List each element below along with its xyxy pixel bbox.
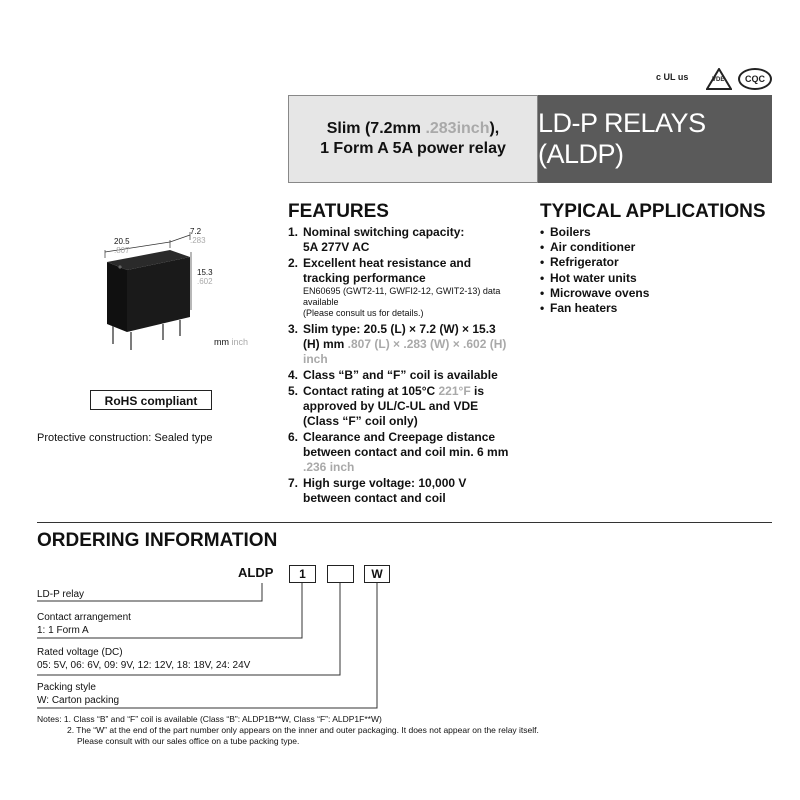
- dim-height-label: 15.3 .602: [197, 268, 213, 286]
- vde-mark-icon: VDE: [706, 68, 732, 92]
- dim-width-label: 7.2 .283: [190, 227, 206, 245]
- feature-item: 5. Contact rating at 105°C 221°F is approved by UL/C-UL and VDE (Class “F” coil only): [288, 384, 484, 428]
- feature-item: 2. Excellent heat resistance and tracking performance EN60695 (GWT2-11, GWFI2-12, GWIT2-13) data available (Please consult us for details.): [288, 256, 501, 318]
- unit-label: mm inch: [214, 337, 249, 347]
- part-prefix: ALDP: [238, 565, 274, 580]
- title-line-1: Slim (7.2mm .283inch),: [326, 120, 500, 137]
- application-item: • Microwave ovens: [540, 286, 649, 301]
- application-item: • Air conditioner: [540, 240, 649, 255]
- application-item: • Refrigerator: [540, 255, 649, 270]
- feature-item: 4. Class “B” and “F” coil is available: [288, 368, 498, 382]
- feature-item: 1. Nominal switching capacity: 5A 277V AC: [288, 225, 465, 254]
- features-heading: FEATURES: [288, 201, 389, 222]
- rohs-badge: RoHS compliant: [90, 390, 212, 410]
- ul-mark-icon: c UL us: [656, 72, 689, 82]
- dim-length-label: 20.5 .807: [114, 237, 130, 255]
- cqc-mark-icon: CQC: [738, 68, 772, 90]
- ordering-row: Contact arrangement 1: 1 Form A: [37, 612, 131, 636]
- feature-item: 3. Slim type: 20.5 (L) × 7.2 (W) × 15.3 (H) mm .807 (L) × .283 (W) × .602 (H) inch: [288, 322, 507, 366]
- part-box-contact: 1: [289, 565, 316, 583]
- title-line-2: 1 Form A 5A power relay: [320, 140, 506, 157]
- product-title: LD-P RELAYS (ALDP): [538, 95, 772, 183]
- application-item: • Fan heaters: [540, 301, 649, 316]
- ordering-row: LD-P relay: [37, 589, 85, 600]
- application-item: • Boilers: [540, 225, 649, 240]
- ordering-row: Rated voltage (DC) 05: 5V, 06: 6V, 09: 9V, 12: 12V, 18: 18V, 24: 24V: [37, 647, 251, 671]
- part-box-packing: W: [364, 565, 390, 583]
- application-item: • Hot water units: [540, 271, 649, 286]
- feature-item: 7. High surge voltage: 10,000 V between contact and coil: [288, 476, 467, 505]
- ordering-notes: Notes: 1. Class “B” and “F” coil is available (Class “B”: ALDP1B**W, Class “F”: ALDP1F**W) 2. The “W” at the end of the part number only appears on the inner and outer packaging. It does not appear on the relay itself. Please consult with our sales office on a tube packing type.: [37, 714, 539, 746]
- protective-construction: Protective construction: Sealed type: [37, 432, 213, 444]
- ordering-row: Packing style W: Carton packing: [37, 682, 120, 706]
- applications-heading: TYPICAL APPLICATIONS: [540, 201, 766, 222]
- ordering-heading: ORDERING INFORMATION: [37, 530, 278, 551]
- feature-item: 6. Clearance and Creepage distance between contact and coil min. 6 mm .236 inch: [288, 430, 509, 474]
